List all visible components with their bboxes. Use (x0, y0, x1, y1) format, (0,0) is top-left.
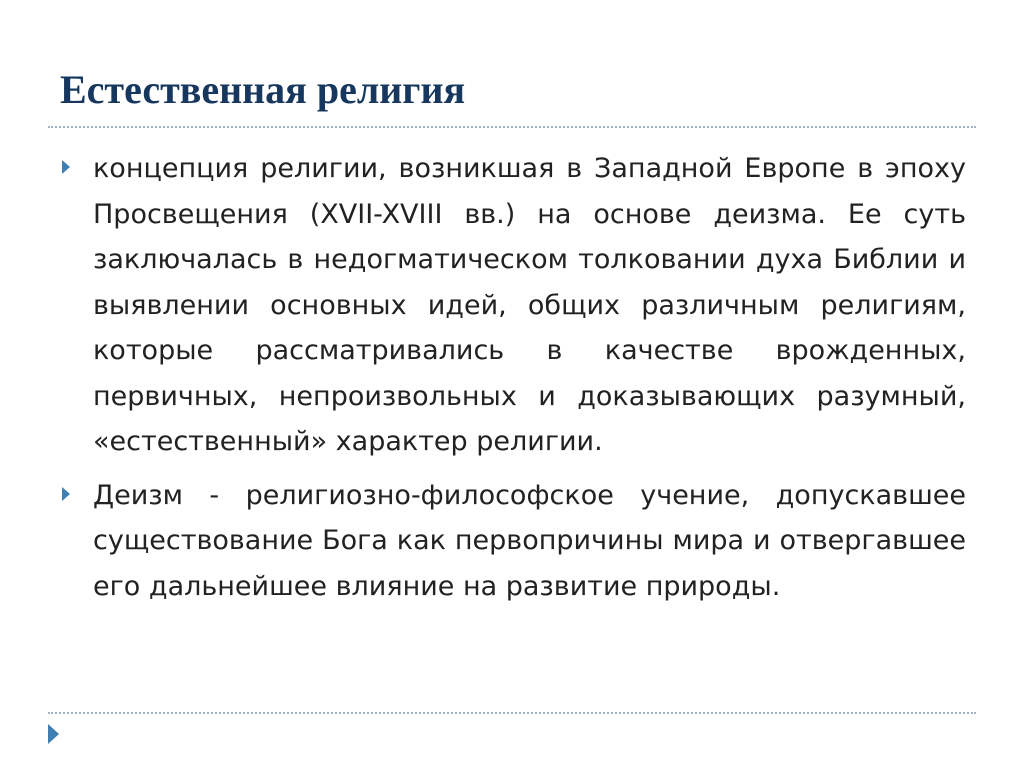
bullet-text: Деизм - религиозно-философское учение, допускавшее существование Бога как первопричины мира и отвергавшее его дальнейшее влияние на развитие природы. (93, 479, 966, 602)
corner-triangle-icon (48, 724, 59, 744)
bullet-triangle-icon (62, 160, 70, 174)
bullet-triangle-icon (62, 487, 70, 501)
bullet-item (60, 146, 966, 465)
bullet-text: концепция религии, возникшая в Западной Европе в эпоху Просвещения (XVII-XVIII вв.) на основе деизма. Ее суть заключалась в недогматическом толковании духа Библии и выявлении основных идей, общих различным религиям, которые рассматривались в качестве врожденных, первичных, непроизвольных и доказывающих разумный, «естественный» характер религии. (93, 153, 966, 457)
bullet-item (60, 473, 966, 610)
slide-content (60, 146, 966, 617)
slide-title: Естественная религия (60, 67, 466, 112)
footer-divider (48, 712, 976, 714)
title-divider (48, 126, 976, 128)
